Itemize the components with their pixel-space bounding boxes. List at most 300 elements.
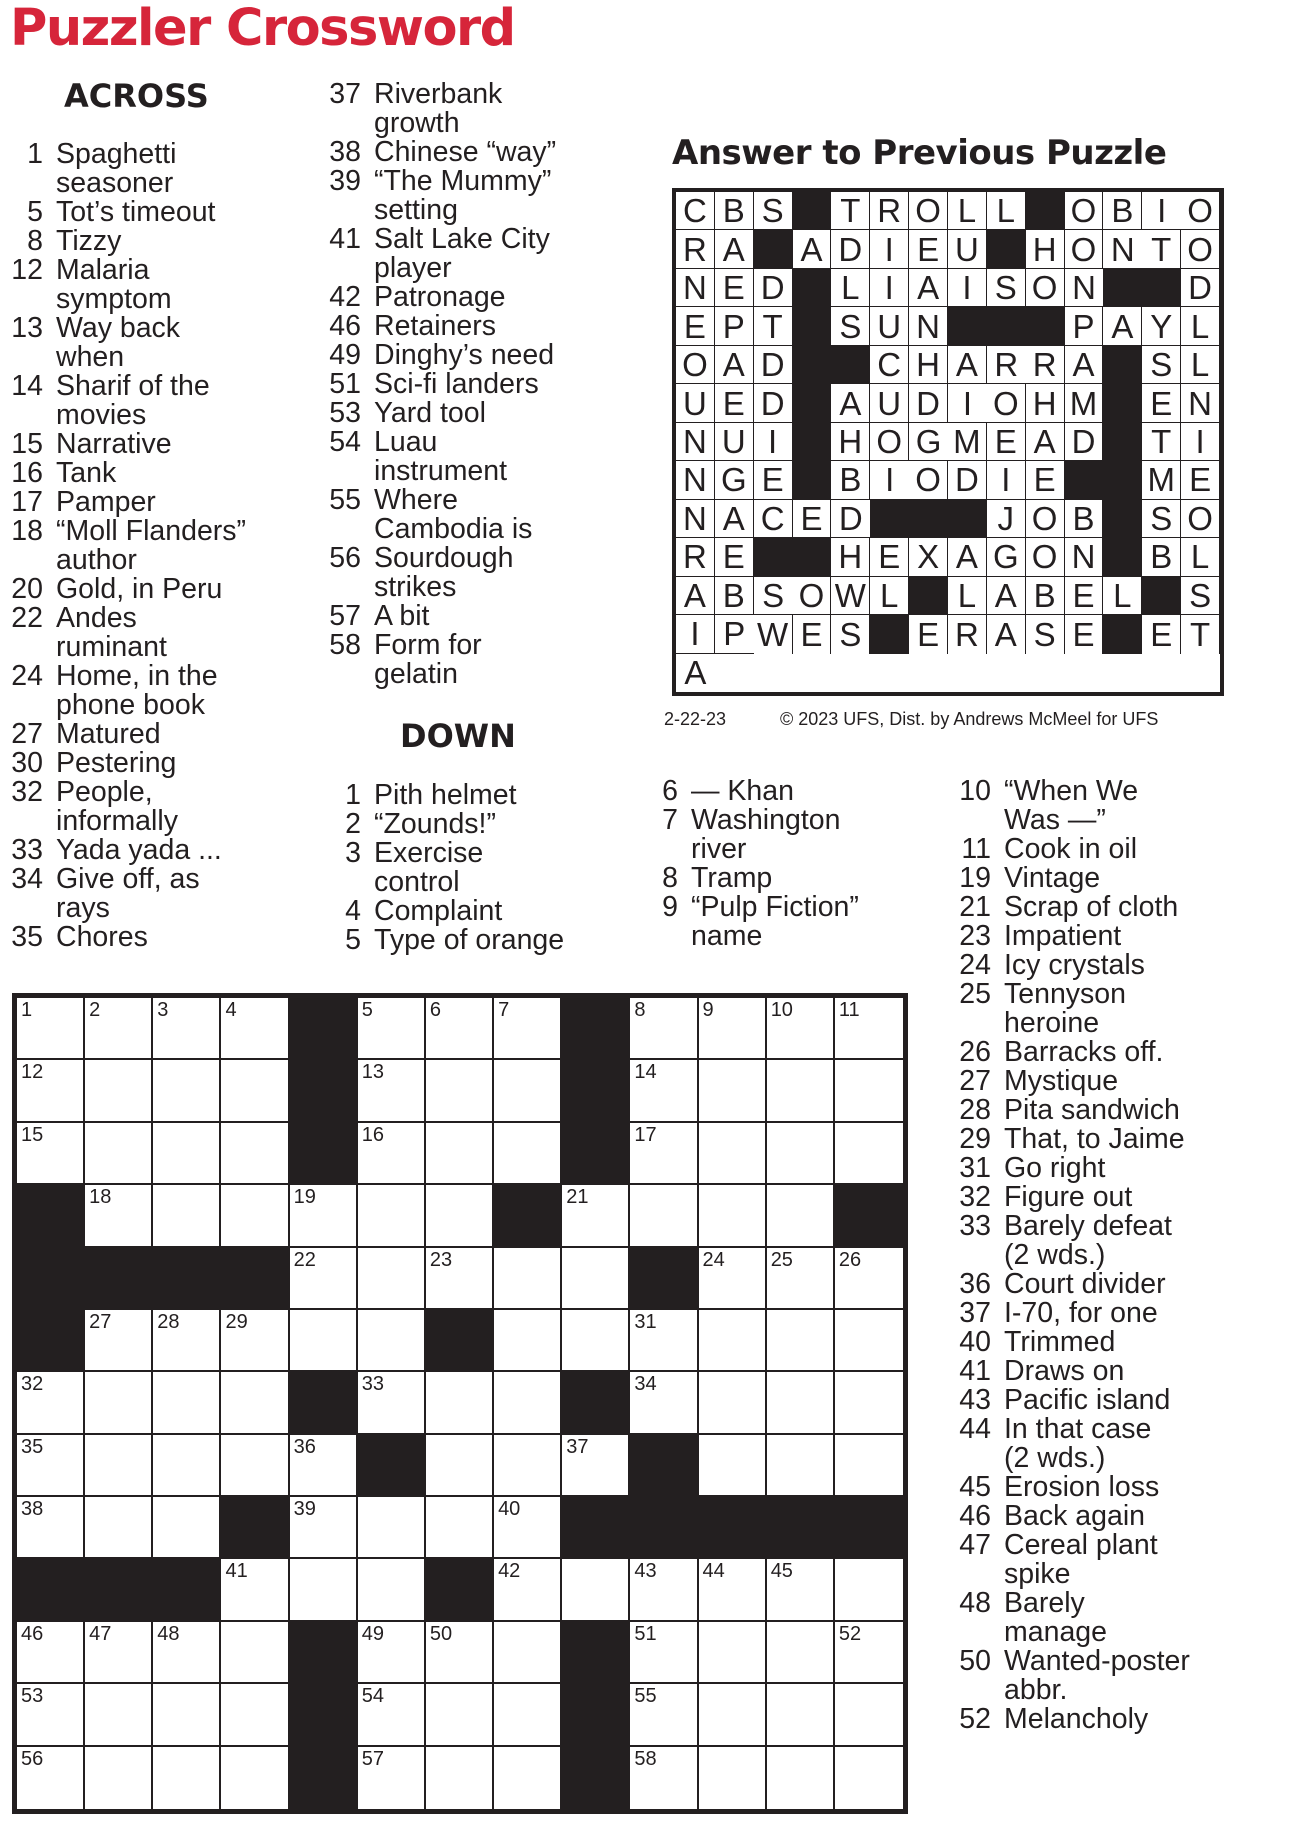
cell-number: 44	[702, 1560, 725, 1583]
cell-number: 22	[293, 1248, 316, 1271]
clue-text: Icy crystals	[1004, 949, 1145, 981]
grid-cell[interactable]	[17, 1497, 85, 1559]
clue-number: 46	[329, 310, 361, 342]
answer-black-square	[987, 307, 1026, 345]
cell-number: 32	[21, 1373, 44, 1396]
grid-cell[interactable]	[85, 1747, 153, 1809]
answer-letter: A	[948, 538, 987, 576]
grid-cell[interactable]	[153, 1123, 221, 1185]
clue-number: 43	[959, 1384, 991, 1416]
grid-cell[interactable]	[835, 1310, 903, 1372]
grid-cell[interactable]	[85, 1372, 153, 1434]
clue-text: symptom	[56, 283, 172, 315]
clue-text: informally	[56, 805, 178, 837]
answer-letter: A	[1065, 346, 1104, 384]
clue-number: 27	[11, 718, 43, 750]
answer-letter: N	[676, 269, 715, 307]
clue-number: 54	[329, 426, 361, 458]
clue-text: Exercise	[374, 837, 484, 869]
answer-black-square	[1103, 269, 1142, 307]
clue-text: That, to Jaime	[1004, 1123, 1185, 1155]
grid-cell[interactable]	[358, 1060, 426, 1122]
grid-cell[interactable]	[835, 1684, 903, 1746]
grid-cell[interactable]	[767, 1559, 835, 1621]
cell-number: 23	[429, 1248, 453, 1271]
clue-number: 33	[11, 834, 43, 866]
clue-text: Salt Lake City	[374, 223, 550, 255]
answer-letter: L	[948, 192, 987, 230]
answer-letter: A	[684, 654, 707, 692]
grid-cell[interactable]	[699, 1372, 767, 1434]
grid-cell[interactable]	[426, 998, 494, 1060]
grid-cell[interactable]	[630, 1684, 698, 1746]
answer-letter: S	[1181, 577, 1220, 615]
grid-cell[interactable]	[290, 1559, 358, 1621]
clue-number: 38	[329, 136, 361, 168]
grid-cell[interactable]	[630, 1060, 698, 1122]
grid-cell[interactable]	[153, 1060, 221, 1122]
cell-number: 12	[21, 1061, 44, 1084]
clue-number: 28	[959, 1094, 991, 1126]
black-square	[221, 1497, 289, 1559]
grid-cell[interactable]	[835, 1622, 903, 1684]
answer-letter: M	[1142, 461, 1181, 499]
grid-cell[interactable]	[358, 1310, 426, 1372]
clue-number: 6	[662, 775, 678, 807]
grid-cell[interactable]	[767, 1310, 835, 1372]
clue-number: 22	[11, 602, 43, 634]
grid-cell[interactable]	[767, 1372, 835, 1434]
grid-cell[interactable]	[85, 1060, 153, 1122]
grid-cell[interactable]	[358, 1747, 426, 1809]
grid-cell[interactable]	[221, 1310, 289, 1372]
grid-cell[interactable]	[630, 1559, 698, 1621]
clue-text: “When We	[1004, 775, 1139, 807]
grid-cell[interactable]	[494, 1060, 562, 1122]
clue-text: (2 wds.)	[1004, 1442, 1106, 1474]
clue-text: instrument	[374, 455, 508, 487]
answer-letter: S	[754, 577, 793, 615]
clue-text: Pamper	[56, 486, 156, 518]
answer-letter: T	[1142, 230, 1181, 268]
grid-cell[interactable]	[153, 1185, 221, 1247]
grid-cell[interactable]	[767, 1684, 835, 1746]
grid-cell[interactable]	[17, 1747, 85, 1809]
clue-number: 32	[11, 776, 43, 808]
answer-black-square	[870, 615, 909, 653]
grid-cell[interactable]	[221, 1622, 289, 1684]
cell-number: 25	[770, 1248, 793, 1271]
clue-number: 48	[959, 1587, 991, 1619]
puzzle-date: 2-22-23	[664, 709, 727, 729]
grid-cell[interactable]	[562, 1559, 630, 1621]
grid-cell[interactable]	[494, 1435, 562, 1497]
grid-cell[interactable]	[767, 1123, 835, 1185]
grid-cell[interactable]	[767, 1435, 835, 1497]
grid-cell[interactable]	[426, 1123, 494, 1185]
grid-cell[interactable]	[699, 1248, 767, 1310]
answer-letter: A	[676, 577, 715, 615]
grid-cell[interactable]	[630, 1747, 698, 1809]
answer-letter: A	[987, 577, 1026, 615]
answer-letter: R	[870, 192, 909, 230]
clue-text: Barely defeat	[1004, 1210, 1172, 1242]
grid-cell[interactable]	[290, 1310, 358, 1372]
clue-text: setting	[374, 194, 458, 226]
answer-letter: A	[987, 615, 1026, 653]
grid-cell[interactable]	[767, 1747, 835, 1809]
cell-number: 2	[89, 999, 101, 1021]
clue-number: 20	[11, 573, 43, 605]
answer-black-square	[1142, 577, 1181, 615]
grid-cell[interactable]	[17, 1060, 85, 1122]
cell-number: 33	[361, 1373, 385, 1396]
grid-cell[interactable]	[767, 998, 835, 1060]
grid-cell[interactable]	[494, 1559, 562, 1621]
answer-letter: A	[1103, 307, 1142, 345]
grid-cell[interactable]	[85, 1684, 153, 1746]
answer-letter: B	[1103, 192, 1142, 230]
grid-cell[interactable]	[835, 1248, 903, 1310]
grid-cell[interactable]	[17, 1684, 85, 1746]
grid-cell[interactable]	[85, 1310, 153, 1372]
grid-cell[interactable]	[699, 1310, 767, 1372]
answer-letter: E	[1142, 384, 1181, 422]
grid-cell[interactable]	[221, 1435, 289, 1497]
clue-text: Andes	[56, 602, 137, 634]
grid-cell[interactable]	[221, 1684, 289, 1746]
answer-letter: E	[870, 538, 909, 576]
clue-text: Riverbank	[374, 78, 503, 110]
black-square	[290, 1123, 358, 1185]
crossword-grid[interactable]	[12, 993, 908, 1814]
grid-cell[interactable]	[85, 1497, 153, 1559]
clue-text: Pestering	[56, 747, 177, 779]
grid-cell[interactable]	[17, 1435, 85, 1497]
grid-cell[interactable]	[358, 1622, 426, 1684]
grid-cell[interactable]	[221, 1559, 289, 1621]
cell-number: 18	[89, 1186, 112, 1209]
grid-cell[interactable]	[221, 1123, 289, 1185]
answer-letter: O	[1026, 538, 1065, 576]
clue-text: Trimmed	[1004, 1326, 1116, 1358]
cell-number: 55	[634, 1685, 657, 1708]
grid-cell[interactable]	[767, 1185, 835, 1247]
grid-cell[interactable]	[426, 1684, 494, 1746]
answer-black-square	[870, 500, 909, 538]
grid-cell[interactable]	[699, 998, 767, 1060]
grid-cell[interactable]	[630, 1372, 698, 1434]
answer-letter: L	[1181, 538, 1220, 576]
grid-cell[interactable]	[562, 1185, 630, 1247]
cell-number: 35	[21, 1435, 44, 1458]
grid-cell[interactable]	[835, 1747, 903, 1809]
clue-text: river	[691, 833, 747, 865]
grid-cell[interactable]	[153, 1622, 221, 1684]
clue-text: (2 wds.)	[1004, 1239, 1106, 1271]
black-square	[290, 1060, 358, 1122]
clue-text: control	[374, 866, 460, 898]
cell-number: 11	[838, 999, 860, 1021]
cell-number: 40	[498, 1498, 521, 1521]
grid-cell[interactable]	[290, 1185, 358, 1247]
grid-cell[interactable]	[426, 1185, 494, 1247]
grid-cell[interactable]	[494, 1372, 562, 1434]
grid-cell[interactable]	[699, 1123, 767, 1185]
answer-letter: I	[870, 230, 909, 268]
cell-number: 21	[566, 1186, 589, 1209]
cell-number: 27	[89, 1310, 112, 1333]
grid-cell[interactable]	[699, 1559, 767, 1621]
grid-cell[interactable]	[426, 1248, 494, 1310]
clue-text: Back again	[1004, 1500, 1146, 1532]
grid-cell[interactable]	[494, 1497, 562, 1559]
down-heading: DOWN	[400, 717, 516, 755]
grid-cell[interactable]	[835, 1559, 903, 1621]
cell-number: 41	[225, 1560, 248, 1583]
answer-letter: O	[1026, 500, 1065, 538]
clue-number: 40	[959, 1326, 991, 1358]
clue-text: Scrap of cloth	[1004, 891, 1179, 923]
answer-black-square	[909, 577, 948, 615]
cell-number: 4	[225, 999, 237, 1021]
clue-number: 44	[959, 1413, 991, 1445]
clue-text: In that case	[1004, 1413, 1152, 1445]
answer-letter: P	[715, 615, 754, 653]
grid-cell[interactable]	[426, 1497, 494, 1559]
answer-letter: B	[1065, 500, 1104, 538]
grid-cell[interactable]	[221, 1747, 289, 1809]
clue-number: 26	[959, 1036, 991, 1068]
puzzle-title: Puzzler Crossword	[10, 0, 515, 58]
clue-text: “Pulp Fiction”	[691, 891, 859, 923]
answer-letter: I	[870, 461, 909, 499]
grid-cell[interactable]	[699, 1622, 767, 1684]
clue-number: 17	[11, 486, 43, 518]
clue-number: 36	[959, 1268, 991, 1300]
clue-text: ruminant	[56, 631, 167, 663]
grid-cell[interactable]	[153, 1310, 221, 1372]
grid-cell[interactable]	[290, 1248, 358, 1310]
clue-text: Give off, as	[56, 863, 200, 895]
black-square	[290, 1747, 358, 1809]
grid-cell[interactable]	[290, 1435, 358, 1497]
black-square	[835, 1497, 903, 1559]
grid-cell[interactable]	[630, 1310, 698, 1372]
clue-number: 1	[345, 779, 361, 811]
grid-cell[interactable]	[494, 1747, 562, 1809]
cell-number: 8	[634, 999, 646, 1021]
grid-cell[interactable]	[630, 998, 698, 1060]
grid-cell[interactable]	[153, 1435, 221, 1497]
grid-cell[interactable]	[290, 1497, 358, 1559]
answer-letter: L	[1181, 346, 1220, 384]
clue-number: 24	[11, 660, 43, 692]
clue-text: strikes	[374, 571, 457, 603]
grid-cell[interactable]	[17, 1622, 85, 1684]
grid-cell[interactable]	[494, 1123, 562, 1185]
grid-cell[interactable]	[358, 1497, 426, 1559]
clue-text: Sourdough	[374, 542, 514, 574]
grid-cell[interactable]	[630, 1622, 698, 1684]
grid-cell[interactable]	[221, 998, 289, 1060]
grid-cell[interactable]	[153, 1372, 221, 1434]
answer-letter: L	[948, 577, 987, 615]
cell-number: 10	[770, 999, 793, 1021]
clue-number: 29	[959, 1123, 991, 1155]
grid-cell[interactable]	[630, 1123, 698, 1185]
grid-cell[interactable]	[85, 1435, 153, 1497]
black-square	[562, 1123, 630, 1185]
cell-number: 37	[566, 1435, 589, 1458]
grid-cell[interactable]	[17, 1123, 85, 1185]
answer-black-square	[948, 307, 987, 345]
grid-cell[interactable]	[494, 1248, 562, 1310]
grid-cell[interactable]	[358, 1123, 426, 1185]
cell-number: 6	[429, 999, 442, 1021]
clue-number: 56	[329, 542, 361, 574]
clue-text: Cambodia is	[374, 513, 533, 545]
grid-cell[interactable]	[630, 1185, 698, 1247]
clue-number: 2	[345, 808, 361, 840]
answer-letter: R	[987, 346, 1026, 384]
grid-cell[interactable]	[494, 1684, 562, 1746]
grid-cell[interactable]	[358, 1372, 426, 1434]
cell-number: 43	[634, 1560, 657, 1583]
answer-letter: H	[1026, 384, 1065, 422]
grid-cell[interactable]	[426, 1622, 494, 1684]
grid-cell[interactable]	[426, 1747, 494, 1809]
grid-cell[interactable]	[699, 1185, 767, 1247]
clue-number: 21	[959, 891, 991, 923]
black-square	[221, 1248, 289, 1310]
grid-cell[interactable]	[17, 1372, 85, 1434]
clue-text: Impatient	[1004, 920, 1122, 952]
clue-text: Draws on	[1004, 1355, 1125, 1387]
grid-cell[interactable]	[767, 1248, 835, 1310]
copyright-notice: © 2023 UFS, Dist. by Andrews McMeel for UFS	[780, 709, 1159, 729]
grid-cell[interactable]	[562, 1248, 630, 1310]
grid-cell[interactable]	[153, 1497, 221, 1559]
clue-text: Court divider	[1004, 1268, 1166, 1300]
answer-letter: I	[1142, 192, 1181, 230]
grid-cell[interactable]	[358, 1185, 426, 1247]
grid-cell[interactable]	[85, 1123, 153, 1185]
clue-text: Tank	[56, 457, 117, 489]
answer-letter: N	[1065, 538, 1104, 576]
grid-cell[interactable]	[835, 1372, 903, 1434]
answer-black-square	[1026, 192, 1065, 230]
grid-cell[interactable]	[426, 1372, 494, 1434]
grid-cell[interactable]	[835, 1060, 903, 1122]
cell-number: 39	[293, 1498, 316, 1521]
grid-cell[interactable]	[562, 1310, 630, 1372]
grid-cell[interactable]	[699, 1684, 767, 1746]
grid-cell[interactable]	[221, 1372, 289, 1434]
grid-cell[interactable]	[85, 1622, 153, 1684]
clue-text: player	[374, 252, 452, 284]
cell-number: 45	[770, 1560, 793, 1583]
clue-text: name	[691, 920, 763, 952]
cell-number: 13	[361, 1061, 385, 1084]
grid-cell[interactable]	[85, 1185, 153, 1247]
grid-cell[interactable]	[494, 998, 562, 1060]
clue-number: 51	[329, 368, 361, 400]
clue-number: 39	[329, 165, 361, 197]
clue-text: Pita sandwich	[1004, 1094, 1180, 1126]
black-square	[562, 998, 630, 1060]
answer-letter: Y	[1142, 307, 1181, 345]
grid-cell[interactable]	[835, 998, 903, 1060]
answer-black-square	[1026, 307, 1065, 345]
grid-cell[interactable]	[221, 1060, 289, 1122]
grid-cell[interactable]	[835, 1123, 903, 1185]
clue-text: Cereal plant	[1004, 1529, 1158, 1561]
answer-letter: T	[1142, 423, 1181, 461]
black-square	[17, 1559, 85, 1621]
grid-cell[interactable]	[221, 1185, 289, 1247]
answer-letter: X	[909, 538, 948, 576]
grid-cell[interactable]	[153, 1684, 221, 1746]
answer-letter: L	[987, 192, 1026, 230]
grid-cell[interactable]	[358, 998, 426, 1060]
grid-cell[interactable]	[85, 998, 153, 1060]
clue-text: Where	[374, 484, 458, 516]
clue-text: when	[56, 341, 125, 373]
grid-cell[interactable]	[767, 1622, 835, 1684]
grid-cell[interactable]	[699, 1060, 767, 1122]
answer-letter: O	[909, 192, 948, 230]
grid-cell[interactable]	[358, 1248, 426, 1310]
cell-number: 38	[21, 1498, 44, 1521]
grid-cell[interactable]	[494, 1622, 562, 1684]
answer-letter: D	[754, 384, 793, 422]
black-square	[630, 1248, 698, 1310]
answer-letter: A	[715, 230, 754, 268]
grid-cell[interactable]	[494, 1310, 562, 1372]
black-square	[17, 1248, 85, 1310]
grid-cell[interactable]	[699, 1435, 767, 1497]
cell-number: 57	[361, 1747, 385, 1770]
black-square	[85, 1559, 153, 1621]
previous-answer-title: Answer to Previous Puzzle	[672, 133, 1167, 173]
grid-cell[interactable]	[153, 998, 221, 1060]
grid-cell[interactable]	[153, 1747, 221, 1809]
grid-cell[interactable]	[358, 1559, 426, 1621]
grid-cell[interactable]	[17, 998, 85, 1060]
cell-number: 9	[702, 999, 714, 1021]
grid-cell[interactable]	[426, 1435, 494, 1497]
grid-cell[interactable]	[562, 1435, 630, 1497]
answer-black-square	[909, 500, 948, 538]
grid-cell[interactable]	[767, 1060, 835, 1122]
answer-black-square	[793, 384, 832, 422]
answer-letter: S	[987, 269, 1026, 307]
grid-cell[interactable]	[426, 1060, 494, 1122]
grid-cell[interactable]	[358, 1684, 426, 1746]
clue-text: Way back	[56, 312, 181, 344]
cell-number: 50	[429, 1622, 453, 1645]
answer-black-square	[1103, 500, 1142, 538]
answer-letter: H	[1026, 230, 1065, 268]
grid-cell[interactable]	[835, 1435, 903, 1497]
answer-letter: L	[870, 577, 909, 615]
clue-text: Patronage	[374, 281, 506, 313]
grid-cell[interactable]	[699, 1747, 767, 1809]
answer-letter: G	[909, 423, 948, 461]
cell-number: 14	[634, 1061, 657, 1084]
answer-letter: O	[909, 461, 948, 499]
